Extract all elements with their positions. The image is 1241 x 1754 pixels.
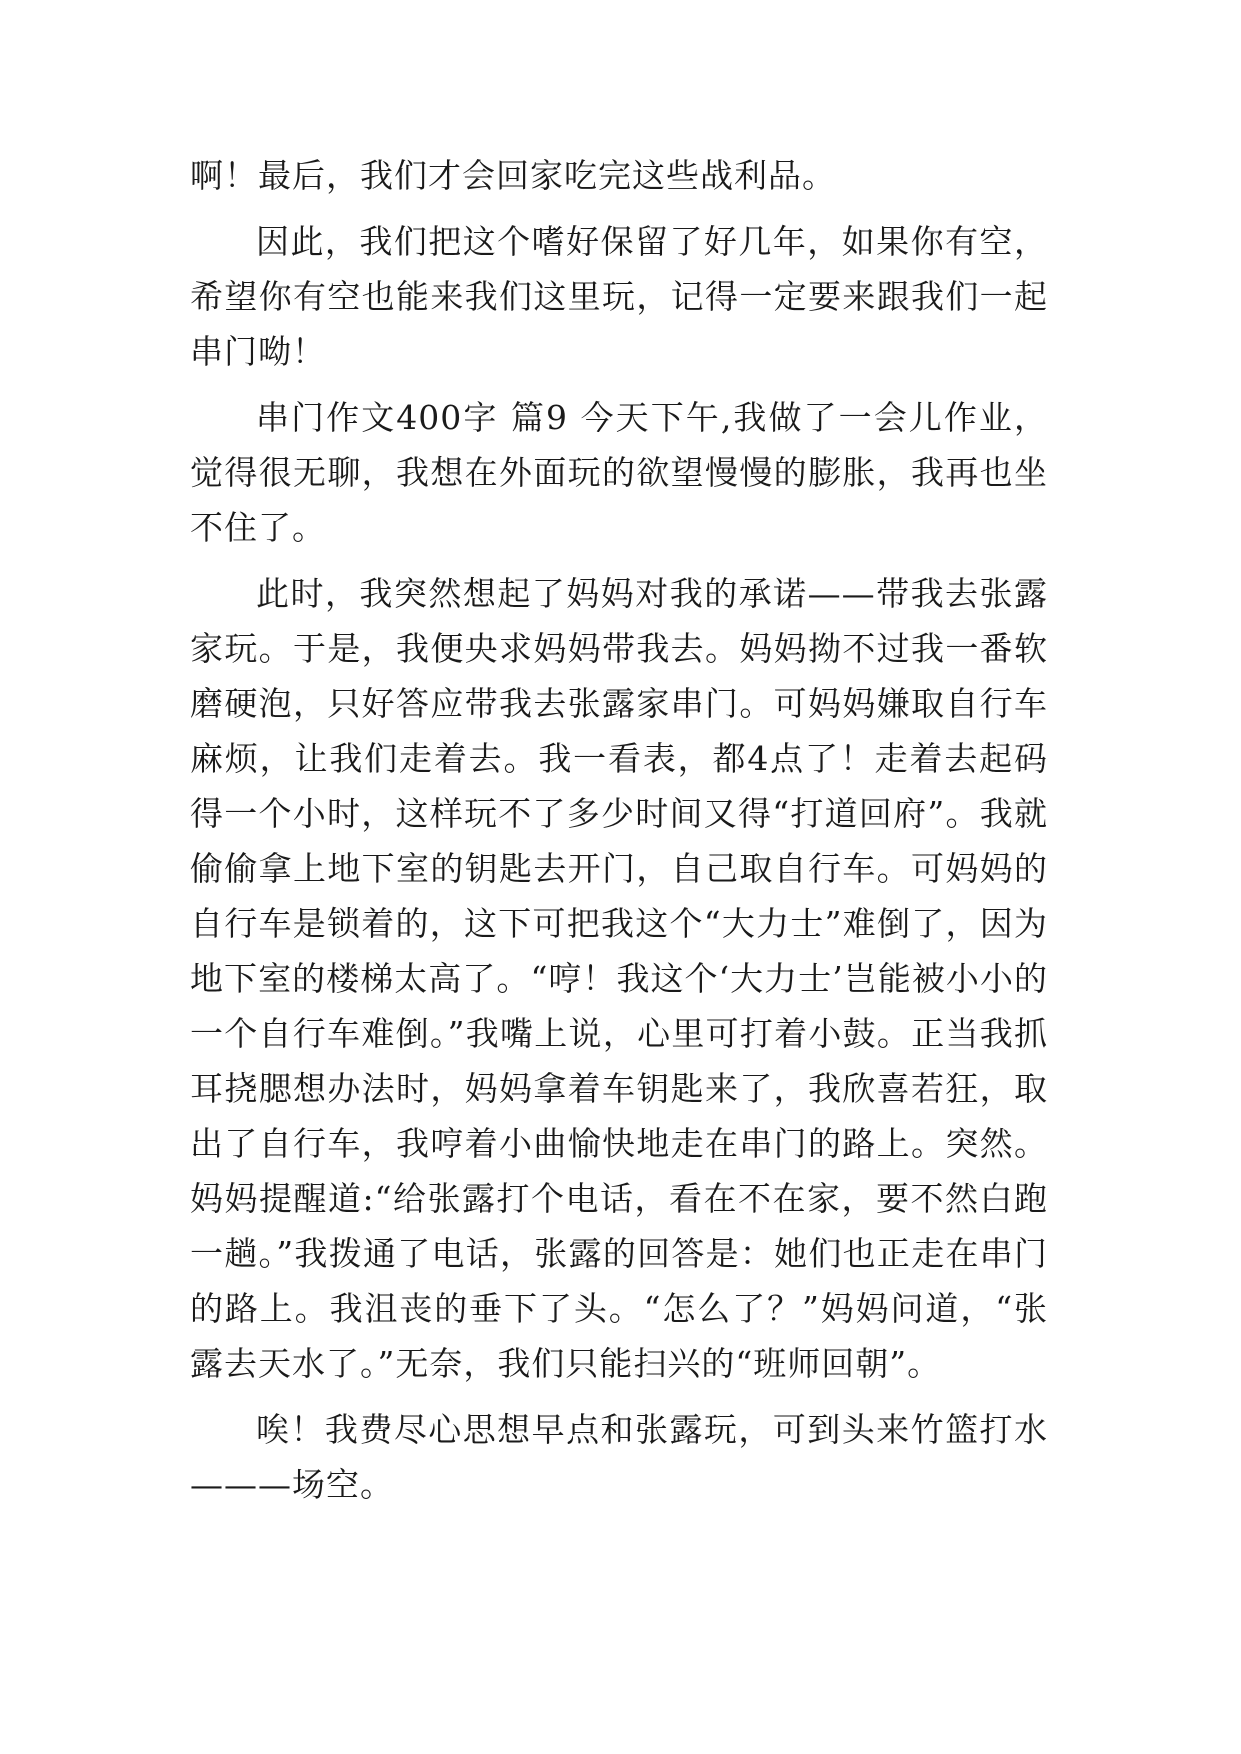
paragraph-3: 串门作文400字 篇9 今天下午,我做了一会儿作业，觉得很无聊，我想在外面玩的欲望慢慢的膨胀，我再也坐不住了。 [190, 398, 1048, 547]
paragraph-4: 此时，我突然想起了妈妈对我的承诺——带我去张露家玩。于是，我便央求妈妈带我去。妈妈拗不过我一番软磨硬泡，只好答应带我去张露家串门。可妈妈嫌取自行车麻烦，让我们走着去。我一看表，都4点了！走着去起码得一个小时，这样玩不了多少时间又得“打道回府”。我就偷偷拿上地下室的钥匙去开门，自己取自行车。可妈妈的自行车是锁着的，这下可把我这个“大力士”难倒了，因为地下室的楼梯太高了。“哼！我这个‘大力士’岂能被小小的一个自行车难倒。”我嘴上说，心里可打着小鼓。正当我抓耳挠腮想办法时，妈妈拿着车钥匙来了，我欣喜若狂，取出了自行车，我哼着小曲愉快地走在串门的路上。突然。妈妈提醒道:“给张露打个电话，看在不在家，要不然白跑一趟。”我拨通了电话，张露的回答是：她们也正走在串门的路上。我沮丧的垂下了头。“怎么了？”妈妈问道，“张露去天水了。”无奈，我们只能扫兴的“班师回朝”。 [190, 574, 1048, 1383]
document-body [190, 148, 1048, 1523]
paragraph-5: 唉！我费尽心思想早点和张露玩，可到头来竹篮打水———场空。 [190, 1410, 1048, 1504]
paragraph-2: 因此，我们把这个嗜好保留了好几年，如果你有空，希望你有空也能来我们这里玩，记得一定要来跟我们一起串门呦！ [190, 222, 1048, 371]
paragraph-1: 啊！最后，我们才会回家吃完这些战利品。 [190, 156, 836, 195]
